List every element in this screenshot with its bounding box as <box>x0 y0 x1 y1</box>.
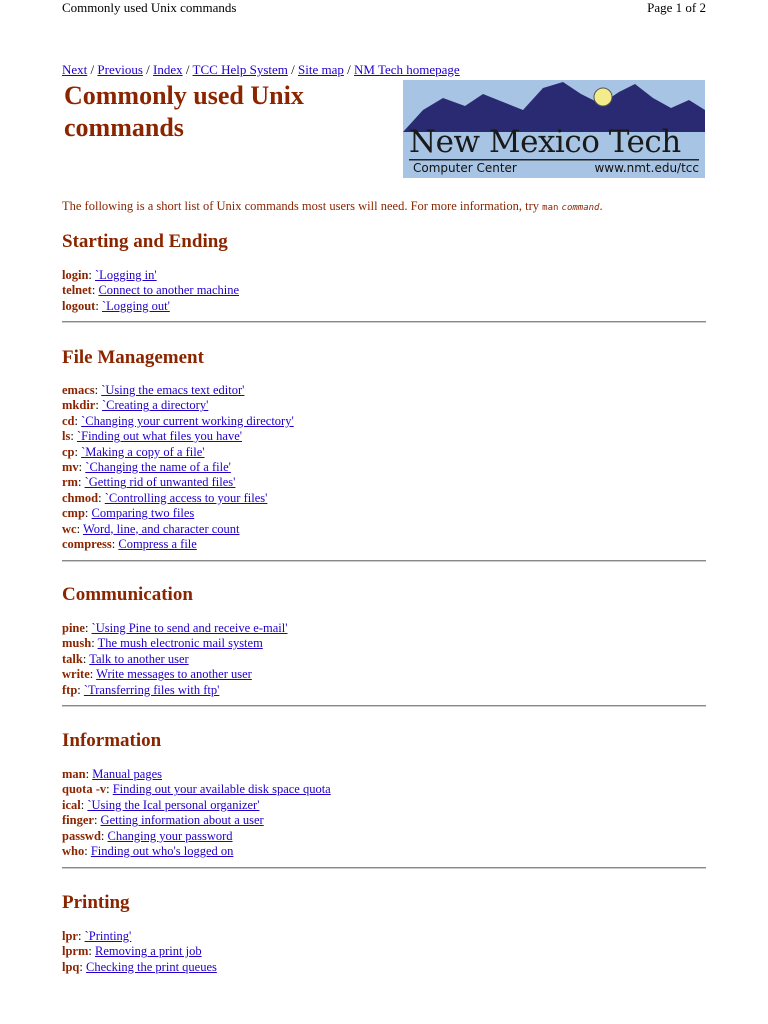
list-item: wc: Word, line, and character count <box>62 521 240 536</box>
command-link[interactable]: `Printing' <box>84 929 132 943</box>
list-item: ftp: `Transferring files with ftp' <box>62 682 220 697</box>
list-item: mv: `Changing the name of a file' <box>62 460 231 475</box>
logo-sub-text: Computer Center <box>413 161 517 175</box>
command-name: wc <box>62 521 77 536</box>
command-name: who <box>62 844 85 859</box>
section-divider <box>62 560 706 562</box>
page-title-line2: commands <box>64 113 184 142</box>
list-item: finger: Getting information about a user <box>62 813 264 828</box>
nav-separator: / <box>87 62 98 77</box>
list-item: write: Write messages to another user <box>62 667 252 682</box>
section-heading: File Management <box>62 347 204 368</box>
command-link[interactable]: `Changing the name of a file' <box>85 460 231 475</box>
command-name: man <box>62 767 86 781</box>
page-content <box>62 62 706 974</box>
command-link[interactable]: `Creating a directory' <box>101 398 209 413</box>
intro-text: The following is a short list of Unix commands most users will need. For more information, try <box>62 199 543 213</box>
section-communication <box>62 583 706 698</box>
nav-separator: / <box>343 62 354 77</box>
section-heading: Communication <box>62 584 193 605</box>
list-item: cmp: Comparing two files <box>62 506 195 521</box>
list-item: chmod: `Controlling access to your files' <box>62 490 268 505</box>
command-list <box>62 929 706 975</box>
section-information <box>62 729 706 859</box>
section-heading: Information <box>62 730 162 751</box>
command-name: lprm <box>62 944 89 959</box>
intro-end: . <box>599 199 603 213</box>
list-item: compress: Compress a file <box>62 537 197 552</box>
command-link[interactable]: Talk to another user <box>89 651 189 666</box>
nav-separator: / <box>142 62 154 77</box>
intro-code-command: command <box>561 203 600 213</box>
command-name: cp <box>62 444 75 459</box>
command-name: mv <box>62 460 79 475</box>
command-link[interactable]: Finding out who's logged on <box>90 844 234 859</box>
command-link[interactable]: `Finding out what files you have' <box>76 429 243 444</box>
command-name: chmod <box>62 490 99 505</box>
section-printing <box>62 891 706 975</box>
list-item: lpq: Checking the print queues <box>62 959 217 974</box>
list-item: login: `Logging in' <box>62 268 157 282</box>
list-item: who: Finding out who's logged on <box>62 844 234 859</box>
command-name: finger <box>62 813 94 828</box>
command-name: telnet <box>62 283 92 298</box>
command-link[interactable]: Comparing two files <box>91 506 195 521</box>
page-number: Page 1 of 2 <box>647 0 706 15</box>
command-name: lpr <box>62 929 78 943</box>
list-item: mush: The mush electronic mail system <box>62 636 263 651</box>
command-name: pine <box>62 621 85 635</box>
list-item: cp: `Making a copy of a file' <box>62 444 205 459</box>
nav-separator: / <box>182 62 193 77</box>
logo-main-text: New Mexico Tech <box>409 124 681 160</box>
command-link[interactable]: Manual pages <box>92 767 163 781</box>
command-name: write <box>62 667 90 682</box>
nav-link-index[interactable]: Index <box>153 62 183 77</box>
command-link[interactable]: Connect to another machine <box>98 283 240 298</box>
list-item: rm: `Getting rid of unwanted files' <box>62 475 236 490</box>
list-item: ical: `Using the Ical personal organizer' <box>62 797 260 812</box>
command-link[interactable]: `Getting rid of unwanted files' <box>84 475 236 490</box>
command-link[interactable]: Write messages to another user <box>96 667 252 682</box>
print-header <box>62 0 706 18</box>
section-divider <box>62 321 706 323</box>
list-item: ls: `Finding out what files you have' <box>62 429 243 444</box>
command-name: passwd <box>62 828 101 843</box>
nav-bar <box>62 62 706 80</box>
title-row <box>62 80 706 198</box>
command-name: logout <box>62 298 96 313</box>
command-name: quota -v <box>62 782 107 797</box>
command-link[interactable]: `Controlling access to your files' <box>104 490 268 505</box>
command-name: lpq <box>62 959 80 974</box>
command-name: login <box>62 268 89 282</box>
command-name: talk <box>62 651 83 666</box>
nav-separator: / <box>287 62 298 77</box>
page-title-line1: Commonly used Unix <box>64 81 304 110</box>
command-link[interactable]: Compress a file <box>118 537 197 552</box>
section-heading: Printing <box>62 892 130 913</box>
section-divider <box>62 867 706 869</box>
list-item: man: Manual pages <box>62 767 163 781</box>
nav-link-next[interactable]: Next <box>62 62 88 77</box>
command-link[interactable]: Removing a print job <box>95 944 202 959</box>
list-item: talk: Talk to another user <box>62 651 189 666</box>
command-link[interactable]: `Using the Ical personal organizer' <box>87 797 260 812</box>
command-link[interactable]: Word, line, and character count <box>82 521 240 536</box>
print-header-title: Commonly used Unix commands <box>62 0 237 15</box>
list-item: pine: `Using Pine to send and receive e-mail' <box>62 621 288 635</box>
command-name: mkdir <box>62 398 96 413</box>
command-name: ftp <box>62 682 78 697</box>
list-item: logout: `Logging out' <box>62 298 170 313</box>
list-item: cd: `Changing your current working directory' <box>62 413 294 428</box>
section-starting-ending <box>62 230 706 314</box>
nav-link-previous[interactable]: Previous <box>97 62 143 77</box>
command-link[interactable]: `Changing your current working directory' <box>81 413 294 428</box>
list-item: lprm: Removing a print job <box>62 944 202 959</box>
section-file-management <box>62 346 706 552</box>
intro-paragraph <box>62 198 603 216</box>
nmt-logo[interactable] <box>403 80 705 178</box>
list-item: telnet: Connect to another machine <box>62 283 240 298</box>
nav-link-site-map[interactable]: Site map <box>298 62 344 77</box>
command-name: cmp <box>62 506 85 521</box>
command-link[interactable]: Checking the print queues <box>86 959 217 974</box>
command-link[interactable]: `Using the emacs text editor' <box>101 383 245 397</box>
command-name: ls <box>62 429 71 444</box>
command-list <box>62 767 706 859</box>
command-link[interactable]: Getting information about a user <box>100 813 264 828</box>
command-link[interactable]: Finding out your available disk space quota <box>112 782 331 797</box>
section-divider <box>62 705 706 707</box>
list-item: lpr: `Printing' <box>62 929 132 943</box>
command-link[interactable]: `Transferring files with ftp' <box>83 682 220 697</box>
command-link[interactable]: `Making a copy of a file' <box>81 444 205 459</box>
command-name: ical <box>62 797 81 812</box>
command-name: mush <box>62 636 92 651</box>
command-list <box>62 268 706 314</box>
list-item: passwd: Changing your password <box>62 828 233 843</box>
list-item: emacs: `Using the emacs text editor' <box>62 383 245 397</box>
list-item: mkdir: `Creating a directory' <box>62 398 209 413</box>
list-item: quota -v: Finding out your available disk space quota <box>62 782 331 797</box>
command-name: rm <box>62 475 78 490</box>
command-list <box>62 621 706 698</box>
nav-link-tcc-help[interactable]: TCC Help System <box>192 62 288 77</box>
nav-link-nmt-home[interactable]: NM Tech homepage <box>353 62 460 77</box>
command-name: cd <box>62 413 75 428</box>
intro-code-man: man <box>542 203 559 213</box>
command-name: compress <box>62 537 112 552</box>
command-list <box>62 383 706 552</box>
section-heading: Starting and Ending <box>62 231 228 252</box>
command-link[interactable]: `Logging out' <box>101 298 170 313</box>
command-link[interactable]: `Using Pine to send and receive e-mail' <box>91 621 288 635</box>
command-link[interactable]: The mush electronic mail system <box>97 636 263 651</box>
command-link[interactable]: Changing your password <box>107 828 233 843</box>
command-link[interactable]: `Logging in' <box>95 268 157 282</box>
logo-url-text: www.nmt.edu/tcc <box>594 161 699 175</box>
page-title <box>64 80 384 144</box>
command-name: emacs <box>62 383 95 397</box>
